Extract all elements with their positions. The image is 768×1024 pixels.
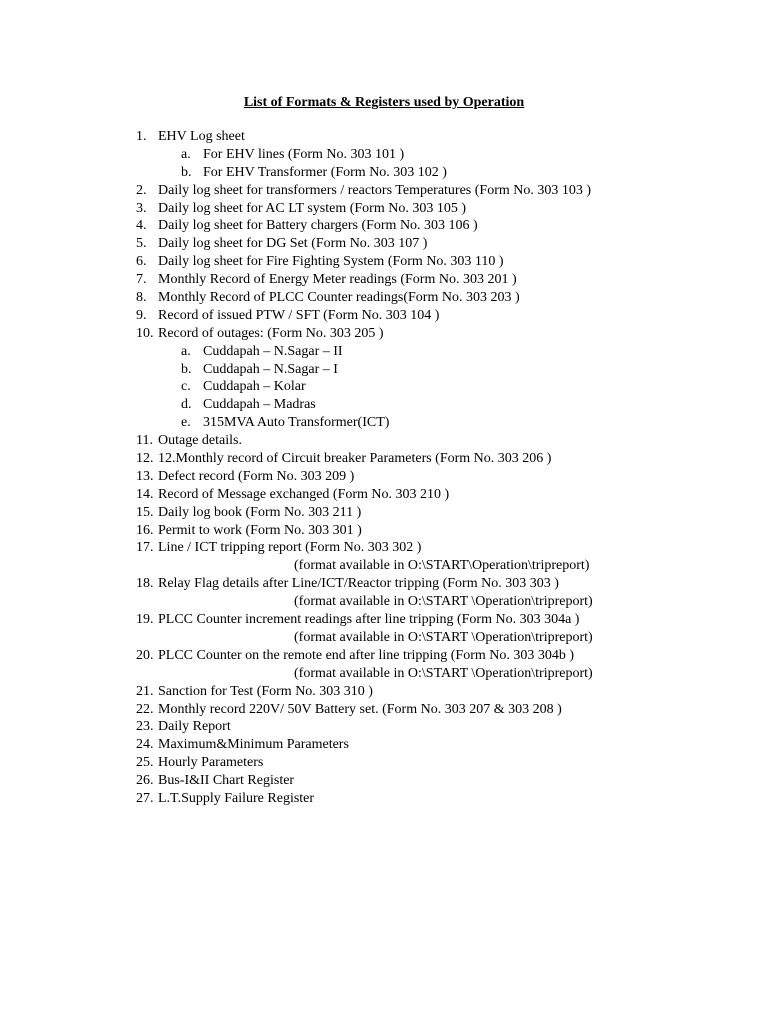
item-number: 2. <box>136 182 147 198</box>
format-location-note <box>0 629 768 647</box>
list-item <box>0 307 768 325</box>
list-item <box>0 182 768 200</box>
item-text: (format available in O:\START \Operation\tripreport) <box>294 665 593 681</box>
item-text: 12.Monthly record of Circuit breaker Parameters (Form No. 303 206 ) <box>158 451 552 467</box>
item-text: Defect record (Form No. 303 209 ) <box>158 468 355 484</box>
item-text: Line / ICT tripping report (Form No. 303 302 ) <box>158 540 422 556</box>
item-number: 26. <box>136 773 154 789</box>
item-text: For EHV Transformer (Form No. 303 102 ) <box>203 164 447 180</box>
item-text: Cuddapah – N.Sagar – I <box>203 361 338 377</box>
list-item <box>0 450 768 468</box>
format-location-note <box>0 665 768 683</box>
item-number: 25. <box>136 755 154 771</box>
item-number: 12. <box>136 451 154 467</box>
sub-list-item <box>0 343 768 361</box>
list-item <box>0 611 768 629</box>
item-text: Record of Message exchanged (Form No. 303 210 ) <box>158 486 450 502</box>
item-number: 7. <box>136 272 147 288</box>
item-number: a. <box>181 343 191 359</box>
item-text: (format available in O:\START \Operation\tripreport) <box>294 594 593 610</box>
item-text: Maximum&Minimum Parameters <box>158 737 349 753</box>
list-item <box>0 683 768 701</box>
sub-list-item <box>0 378 768 396</box>
item-number: 19. <box>136 612 154 628</box>
item-number: c. <box>181 379 191 395</box>
item-number: 4. <box>136 218 147 234</box>
list-item <box>0 522 768 540</box>
item-text: For EHV lines (Form No. 303 101 ) <box>203 146 405 162</box>
item-text: Bus-I&II Chart Register <box>158 773 295 789</box>
item-number: 20. <box>136 647 154 663</box>
list-item <box>0 468 768 486</box>
item-text: 315MVA Auto Transformer(ICT) <box>203 415 390 431</box>
list-item <box>0 128 768 146</box>
item-number: e. <box>181 415 191 431</box>
item-text: Record of outages: (Form No. 303 205 ) <box>158 325 384 341</box>
item-number: b. <box>181 164 192 180</box>
item-text: Cuddapah – Kolar <box>203 379 306 395</box>
item-text: Daily log sheet for transformers / reactors Temperatures (Form No. 303 103 ) <box>158 182 592 198</box>
format-location-note <box>0 593 768 611</box>
item-number: 5. <box>136 236 147 252</box>
sub-list-item <box>0 396 768 414</box>
item-text: Outage details. <box>158 433 242 449</box>
sub-list-item <box>0 414 768 432</box>
item-number: 9. <box>136 307 147 323</box>
item-number: b. <box>181 361 192 377</box>
item-text: Daily log sheet for AC LT system (Form No. 303 105 ) <box>158 200 466 216</box>
item-number: 13. <box>136 468 154 484</box>
list-item <box>0 325 768 343</box>
item-text: Monthly record 220V/ 50V Battery set. (Form No. 303 207 & 303 208 ) <box>158 701 562 717</box>
item-text: (format available in O:\START\Operation\tripreport) <box>294 558 590 574</box>
list-item <box>0 235 768 253</box>
item-number: 16. <box>136 522 154 538</box>
item-text: Relay Flag details after Line/ICT/Reactor tripping (Form No. 303 303 ) <box>158 576 559 592</box>
list-item <box>0 736 768 754</box>
list-item <box>0 217 768 235</box>
formats-list <box>0 128 768 808</box>
list-item <box>0 253 768 271</box>
list-item <box>0 504 768 522</box>
item-number: 18. <box>136 576 154 592</box>
item-number: 23. <box>136 719 154 735</box>
item-text: EHV Log sheet <box>158 129 245 144</box>
item-text: Sanction for Test (Form No. 303 310 ) <box>158 683 373 699</box>
item-text: Daily log sheet for DG Set (Form No. 303 107 ) <box>158 236 428 252</box>
document-title: List of Formats & Registers used by Operation <box>243 95 525 110</box>
item-text: Daily Report <box>158 719 231 735</box>
item-text: PLCC Counter on the remote end after line tripping (Form No. 303 304b ) <box>158 647 575 663</box>
item-text: Daily log sheet for Fire Fighting System (Form No. 303 110 ) <box>158 254 504 270</box>
item-text: Cuddapah – N.Sagar – II <box>203 343 343 359</box>
list-item <box>0 289 768 307</box>
item-text: Monthly Record of PLCC Counter readings(Form No. 303 203 ) <box>158 290 520 306</box>
item-number: 6. <box>136 254 147 270</box>
item-number: 24. <box>136 737 154 753</box>
list-item <box>0 486 768 504</box>
list-item <box>0 271 768 289</box>
list-item <box>0 754 768 772</box>
item-text: PLCC Counter increment readings after line tripping (Form No. 303 304a ) <box>158 612 580 628</box>
list-item <box>0 701 768 719</box>
item-number: 1. <box>136 129 147 144</box>
list-item <box>0 539 768 557</box>
item-text: (format available in O:\START \Operation\tripreport) <box>294 629 593 645</box>
list-item <box>0 575 768 593</box>
item-number: 22. <box>136 701 154 717</box>
list-item <box>0 647 768 665</box>
item-text: Daily log sheet for Battery chargers (Form No. 303 106 ) <box>158 218 478 234</box>
item-text: Hourly Parameters <box>158 755 264 771</box>
list-item <box>0 790 768 808</box>
item-number: 3. <box>136 200 147 216</box>
item-text: Daily log book (Form No. 303 211 ) <box>158 504 362 520</box>
item-text: Permit to work (Form No. 303 301 ) <box>158 522 362 538</box>
list-item <box>0 200 768 218</box>
item-number: 8. <box>136 290 147 306</box>
sub-list-item <box>0 361 768 379</box>
item-number: 27. <box>136 790 154 806</box>
item-number: 17. <box>136 540 154 556</box>
sub-list-item <box>0 146 768 164</box>
item-text: L.T.Supply Failure Register <box>158 790 315 806</box>
item-number: a. <box>181 146 191 162</box>
list-item <box>0 718 768 736</box>
item-number: 11. <box>136 433 153 449</box>
item-number: 10. <box>136 325 154 341</box>
item-text: Monthly Record of Energy Meter readings (Form No. 303 201 ) <box>158 272 517 288</box>
item-number: d. <box>181 397 192 413</box>
sub-list-item <box>0 164 768 182</box>
item-text: Cuddapah – Madras <box>203 397 316 413</box>
item-number: 15. <box>136 504 154 520</box>
format-location-note <box>0 557 768 575</box>
list-item <box>0 772 768 790</box>
item-text: Record of issued PTW / SFT (Form No. 303 104 ) <box>158 307 440 323</box>
item-number: 21. <box>136 683 154 699</box>
item-number: 14. <box>136 486 154 502</box>
list-item <box>0 432 768 450</box>
